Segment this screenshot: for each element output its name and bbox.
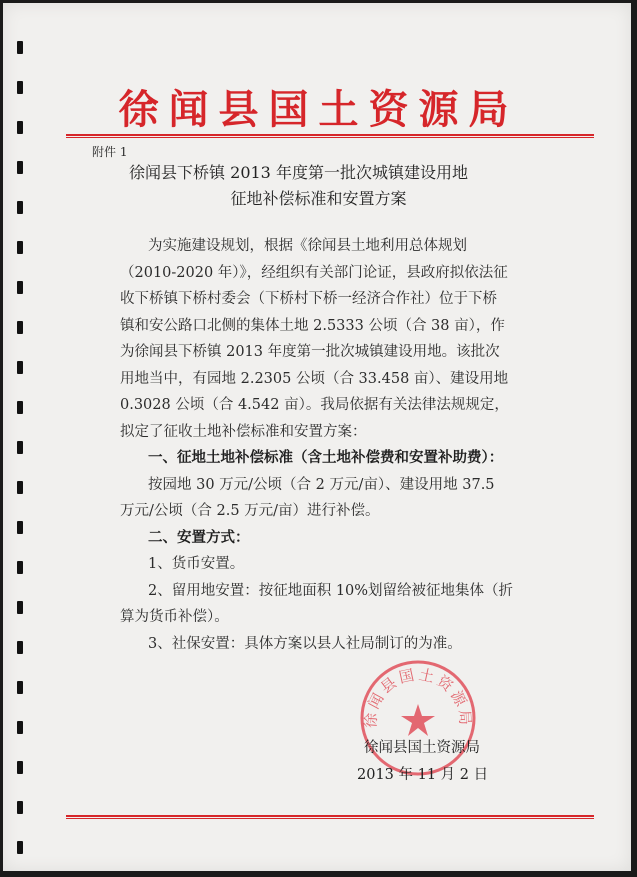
attachment-label: 附件 1 — [92, 145, 128, 159]
list-item: 2、留用地安置：按征地面积 10%划留给被征地集体（折 — [148, 582, 514, 599]
paragraph-line: 用地当中，有园地 2.2305 公顷（合 33.458 亩）、建设用地 — [120, 370, 509, 387]
list-item: 3、社保安置：具体方案以县人社局制订的为准。 — [148, 635, 462, 652]
seal-text: 徐闻县国土资源局 — [361, 665, 475, 729]
binding-hole — [17, 841, 23, 854]
paragraph-line: （2010-2020 年）》，经组织有关部门论证，县政府拟依法征 — [120, 264, 508, 281]
document-body — [120, 233, 524, 657]
footer-rule — [66, 815, 594, 817]
binding-hole — [17, 361, 23, 374]
section-heading-1: 一、征地土地补偿标准（含土地补偿费和安置补助费）： — [148, 449, 504, 466]
binding-hole — [17, 401, 23, 414]
binding-hole — [17, 601, 23, 614]
binding-hole — [17, 281, 23, 294]
paragraph-line: 万元/公顷（合 2.5 万元/亩）进行补偿。 — [120, 503, 380, 519]
binding-hole — [17, 561, 23, 574]
signing-date: 2013 年 11 月 2 日 — [357, 767, 489, 783]
binding-hole — [17, 521, 23, 534]
letterhead-title: 徐闻县国土资源局 — [118, 86, 519, 133]
document-title-line1: 徐闻县下桥镇 2013 年度第一批次城镇建设用地 — [129, 163, 468, 182]
binding-hole — [17, 41, 23, 54]
binding-hole — [17, 321, 23, 334]
paragraph-line: 0.3028 公顷（合 4.542 亩）。我局依据有关法律法规规定， — [120, 397, 509, 413]
binding-hole — [17, 721, 23, 734]
seal-star-icon — [401, 704, 435, 736]
binding-hole — [17, 241, 23, 254]
binding-hole — [17, 441, 23, 454]
letterhead-rule — [66, 134, 594, 136]
seal-graphic — [356, 656, 480, 780]
footer-rule-thin — [66, 818, 594, 819]
binding-hole — [17, 641, 23, 654]
paragraph-line: 按园地 30 万元/公顷（合 2 万元/亩）、建设用地 37.5 — [148, 476, 495, 493]
list-item-continuation: 算为货币补偿）。 — [120, 609, 229, 625]
official-seal — [356, 656, 480, 780]
paragraph-line: 为实施建设规划，根据《徐闻县土地利用总体规划 — [148, 238, 467, 254]
binding-hole — [17, 761, 23, 774]
paragraph-line: 镇和安公路口北侧的集体土地 2.5333 公顷（合 38 亩），作 — [120, 317, 505, 334]
list-item: 1、货币安置。 — [148, 556, 245, 572]
paragraph-line: 为徐闻县下桥镇 2013 年度第一批次城镇建设用地。该批次 — [120, 344, 500, 360]
section-heading-2: 二、安置方式： — [148, 528, 250, 546]
binding-hole — [17, 481, 23, 494]
binding-hole — [17, 801, 23, 814]
signing-organization: 徐闻县国土资源局 — [364, 740, 480, 756]
binding-hole — [17, 681, 23, 694]
paragraph-line: 拟定了征收土地补偿标准和安置方案： — [120, 423, 367, 440]
letterhead-rule-thin — [66, 137, 594, 138]
paragraph-line: 收下桥镇下桥村委会（下桥村下桥一经济合作社）位于下桥 — [120, 291, 497, 307]
document-title-line2: 征地补偿标准和安置方案 — [230, 189, 407, 208]
